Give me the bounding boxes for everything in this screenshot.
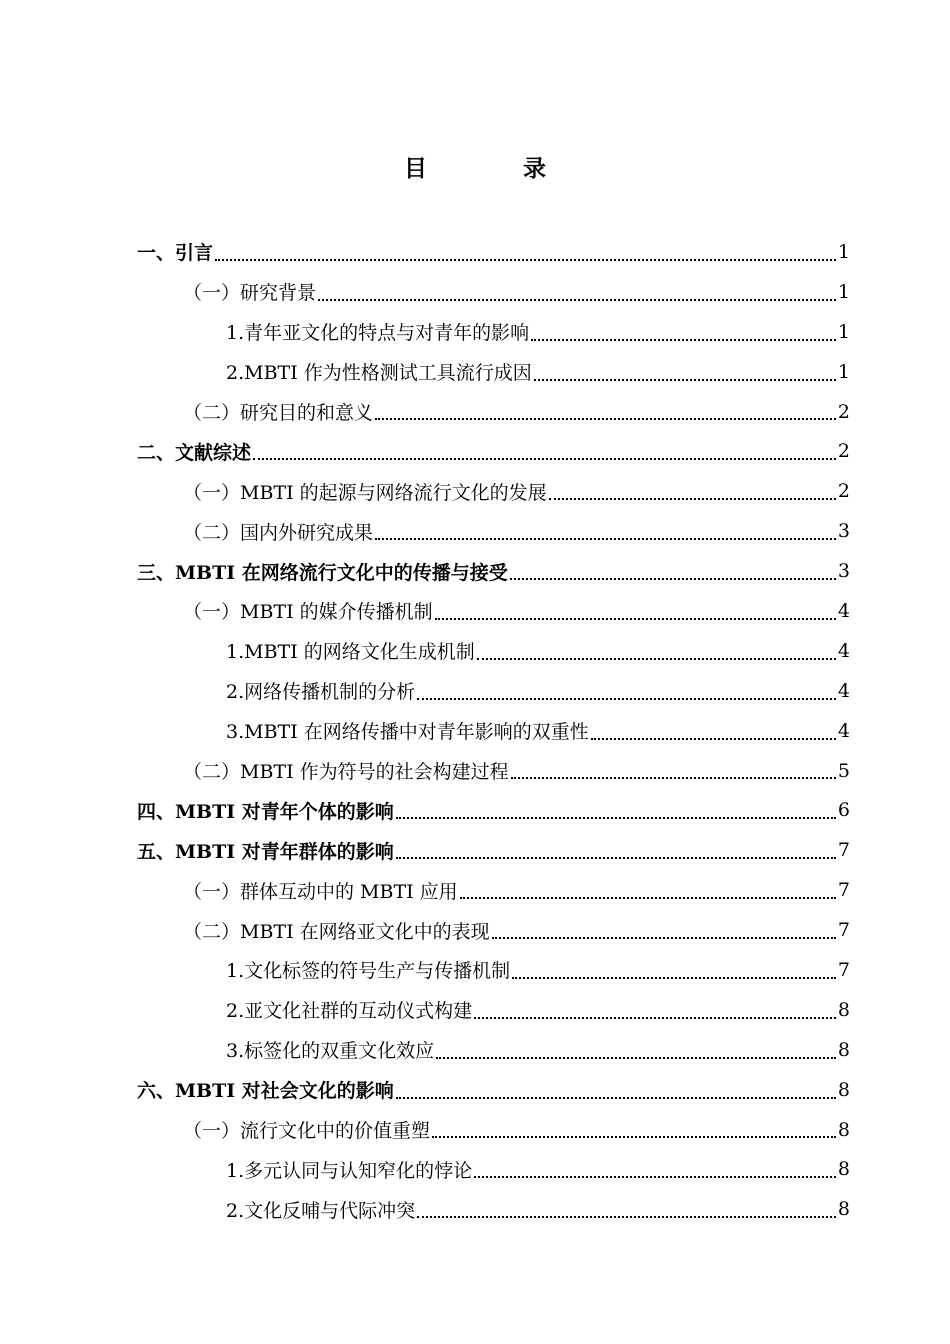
toc-entry-label: 1.MBTI 的网络文化生成机制: [226, 641, 475, 664]
toc-entry-label: （二）国内外研究成果: [183, 521, 374, 544]
toc-entry-label: （一）研究背景: [183, 282, 317, 305]
toc-page-number: 3: [837, 560, 850, 583]
toc-entry-level-2[interactable]: [0, 392, 950, 432]
toc-entry-level-2[interactable]: [0, 272, 950, 312]
toc-entry-label: 2.文化反哺与代际冲突: [226, 1199, 416, 1222]
dot-leader: [396, 857, 836, 859]
dot-leader: [460, 897, 836, 899]
toc-entry-level-2[interactable]: [0, 511, 950, 551]
toc-entry-level-3[interactable]: [0, 990, 950, 1030]
toc-entry-label: 三、MBTI 在网络流行文化中的传播与接受: [137, 561, 508, 584]
toc-entry-label: 1.多元认同与认知窄化的悖论: [226, 1159, 473, 1182]
toc-page-number: 8: [837, 998, 850, 1021]
dot-leader: [477, 658, 836, 660]
dot-leader: [375, 418, 836, 420]
toc-entry-label: 1.青年亚文化的特点与对青年的影响: [226, 322, 530, 345]
toc-page-number: 1: [837, 360, 850, 383]
toc-page-number: 7: [837, 839, 850, 862]
toc-page-number: 8: [837, 1118, 850, 1141]
dot-leader: [512, 977, 836, 979]
toc-entry-label: （一）MBTI 的起源与网络流行文化的发展: [183, 481, 547, 504]
dot-leader: [417, 1216, 836, 1218]
toc-entry-label: （一）群体互动中的 MBTI 应用: [183, 880, 458, 903]
toc-entry-label: 2.MBTI 作为性格测试工具流行成因: [226, 362, 532, 385]
dot-leader: [549, 498, 836, 500]
toc-entry-level-3[interactable]: [0, 1030, 950, 1070]
toc-entry-level-3[interactable]: [0, 312, 950, 352]
dot-leader: [531, 339, 836, 341]
dot-leader: [534, 379, 836, 381]
toc-entry-level-2[interactable]: [0, 591, 950, 631]
toc-entry-label: （二）研究目的和意义: [183, 402, 374, 424]
dot-leader: [396, 817, 836, 819]
dot-leader: [215, 259, 836, 261]
page-title: [0, 150, 950, 183]
toc-page-number: 7: [837, 879, 850, 902]
table-of-contents: [0, 232, 950, 1229]
dot-leader: [432, 1136, 836, 1138]
toc-entry-label: 2.亚文化社群的互动仪式构建: [226, 1000, 473, 1023]
toc-entry-label: 五、MBTI 对青年群体的影响: [137, 840, 394, 863]
toc-page-number: 2: [837, 480, 850, 503]
dot-leader: [435, 618, 836, 620]
dot-leader: [436, 1057, 836, 1059]
dot-leader: [396, 1097, 836, 1099]
toc-entry-level-2[interactable]: [0, 751, 950, 791]
toc-page-number: 4: [837, 719, 850, 742]
dot-leader: [591, 738, 836, 740]
toc-page-number: 1: [837, 320, 850, 343]
toc-page-number: 4: [837, 599, 850, 622]
toc-entry-level-1[interactable]: [0, 431, 950, 471]
dot-leader: [474, 1017, 836, 1019]
toc-page-number: 2: [837, 400, 850, 423]
toc-entry-level-3[interactable]: [0, 1189, 950, 1229]
dot-leader: [492, 937, 836, 939]
title-char-2: 录: [523, 156, 546, 182]
toc-entry-level-1[interactable]: [0, 551, 950, 591]
toc-page-number: 7: [837, 958, 850, 981]
toc-entry-level-2[interactable]: [0, 1110, 950, 1150]
toc-entry-level-1[interactable]: [0, 1070, 950, 1110]
toc-entry-label: 3.标签化的双重文化效应: [226, 1040, 435, 1063]
toc-entry-level-2[interactable]: [0, 870, 950, 910]
toc-entry-label: （一）MBTI 的媒介传播机制: [183, 601, 433, 624]
toc-page-number: 5: [837, 759, 850, 782]
toc-page-number: 8: [837, 1198, 850, 1221]
toc-entry-label: 1.文化标签的符号生产与传播机制: [226, 960, 511, 983]
toc-entry-label: 2.网络传播机制的分析: [226, 681, 416, 704]
toc-entry-label: 六、MBTI 对社会文化的影响: [137, 1080, 394, 1103]
toc-page-number: 8: [837, 1078, 850, 1101]
toc-entry-level-1[interactable]: [0, 830, 950, 870]
toc-entry-level-2[interactable]: [0, 471, 950, 511]
toc-entry-label: 一、引言: [137, 242, 214, 265]
toc-entry-level-3[interactable]: [0, 1149, 950, 1189]
toc-page-number: 1: [837, 240, 850, 263]
toc-page-number: 6: [837, 799, 850, 822]
toc-entry-level-3[interactable]: [0, 711, 950, 751]
toc-entry-level-2[interactable]: [0, 910, 950, 950]
toc-page-number: 7: [837, 919, 850, 942]
toc-entry-level-3[interactable]: [0, 631, 950, 671]
dot-leader: [511, 777, 836, 779]
toc-entry-level-3[interactable]: [0, 671, 950, 711]
title-char-1: 目: [404, 156, 427, 182]
dot-leader: [253, 458, 836, 460]
dot-leader: [510, 578, 836, 580]
toc-page-number: 1: [837, 280, 850, 303]
toc-page-number: 2: [837, 440, 850, 463]
dot-leader: [375, 538, 836, 540]
dot-leader: [318, 299, 836, 301]
toc-page-number: 8: [837, 1158, 850, 1181]
toc-page-number: 3: [837, 520, 850, 543]
toc-entry-level-3[interactable]: [0, 352, 950, 392]
toc-entry-label: （二）MBTI 在网络亚文化中的表现: [183, 920, 490, 943]
toc-entry-level-1[interactable]: [0, 790, 950, 830]
toc-entry-label: （一）流行文化中的价值重塑: [183, 1120, 431, 1143]
toc-entry-label: 二、文献综述: [137, 441, 252, 464]
toc-page-number: 4: [837, 639, 850, 662]
toc-page-number: 4: [837, 679, 850, 702]
toc-page-number: 8: [837, 1038, 850, 1061]
toc-entry-level-3[interactable]: [0, 950, 950, 990]
dot-leader: [474, 1176, 836, 1178]
toc-entry-label: （二）MBTI 作为符号的社会构建过程: [183, 761, 509, 784]
dot-leader: [417, 698, 836, 700]
toc-entry-label: 3.MBTI 在网络传播中对青年影响的双重性: [226, 721, 589, 744]
toc-entry-label: 四、MBTI 对青年个体的影响: [137, 800, 394, 823]
toc-entry-level-1[interactable]: [0, 232, 950, 272]
